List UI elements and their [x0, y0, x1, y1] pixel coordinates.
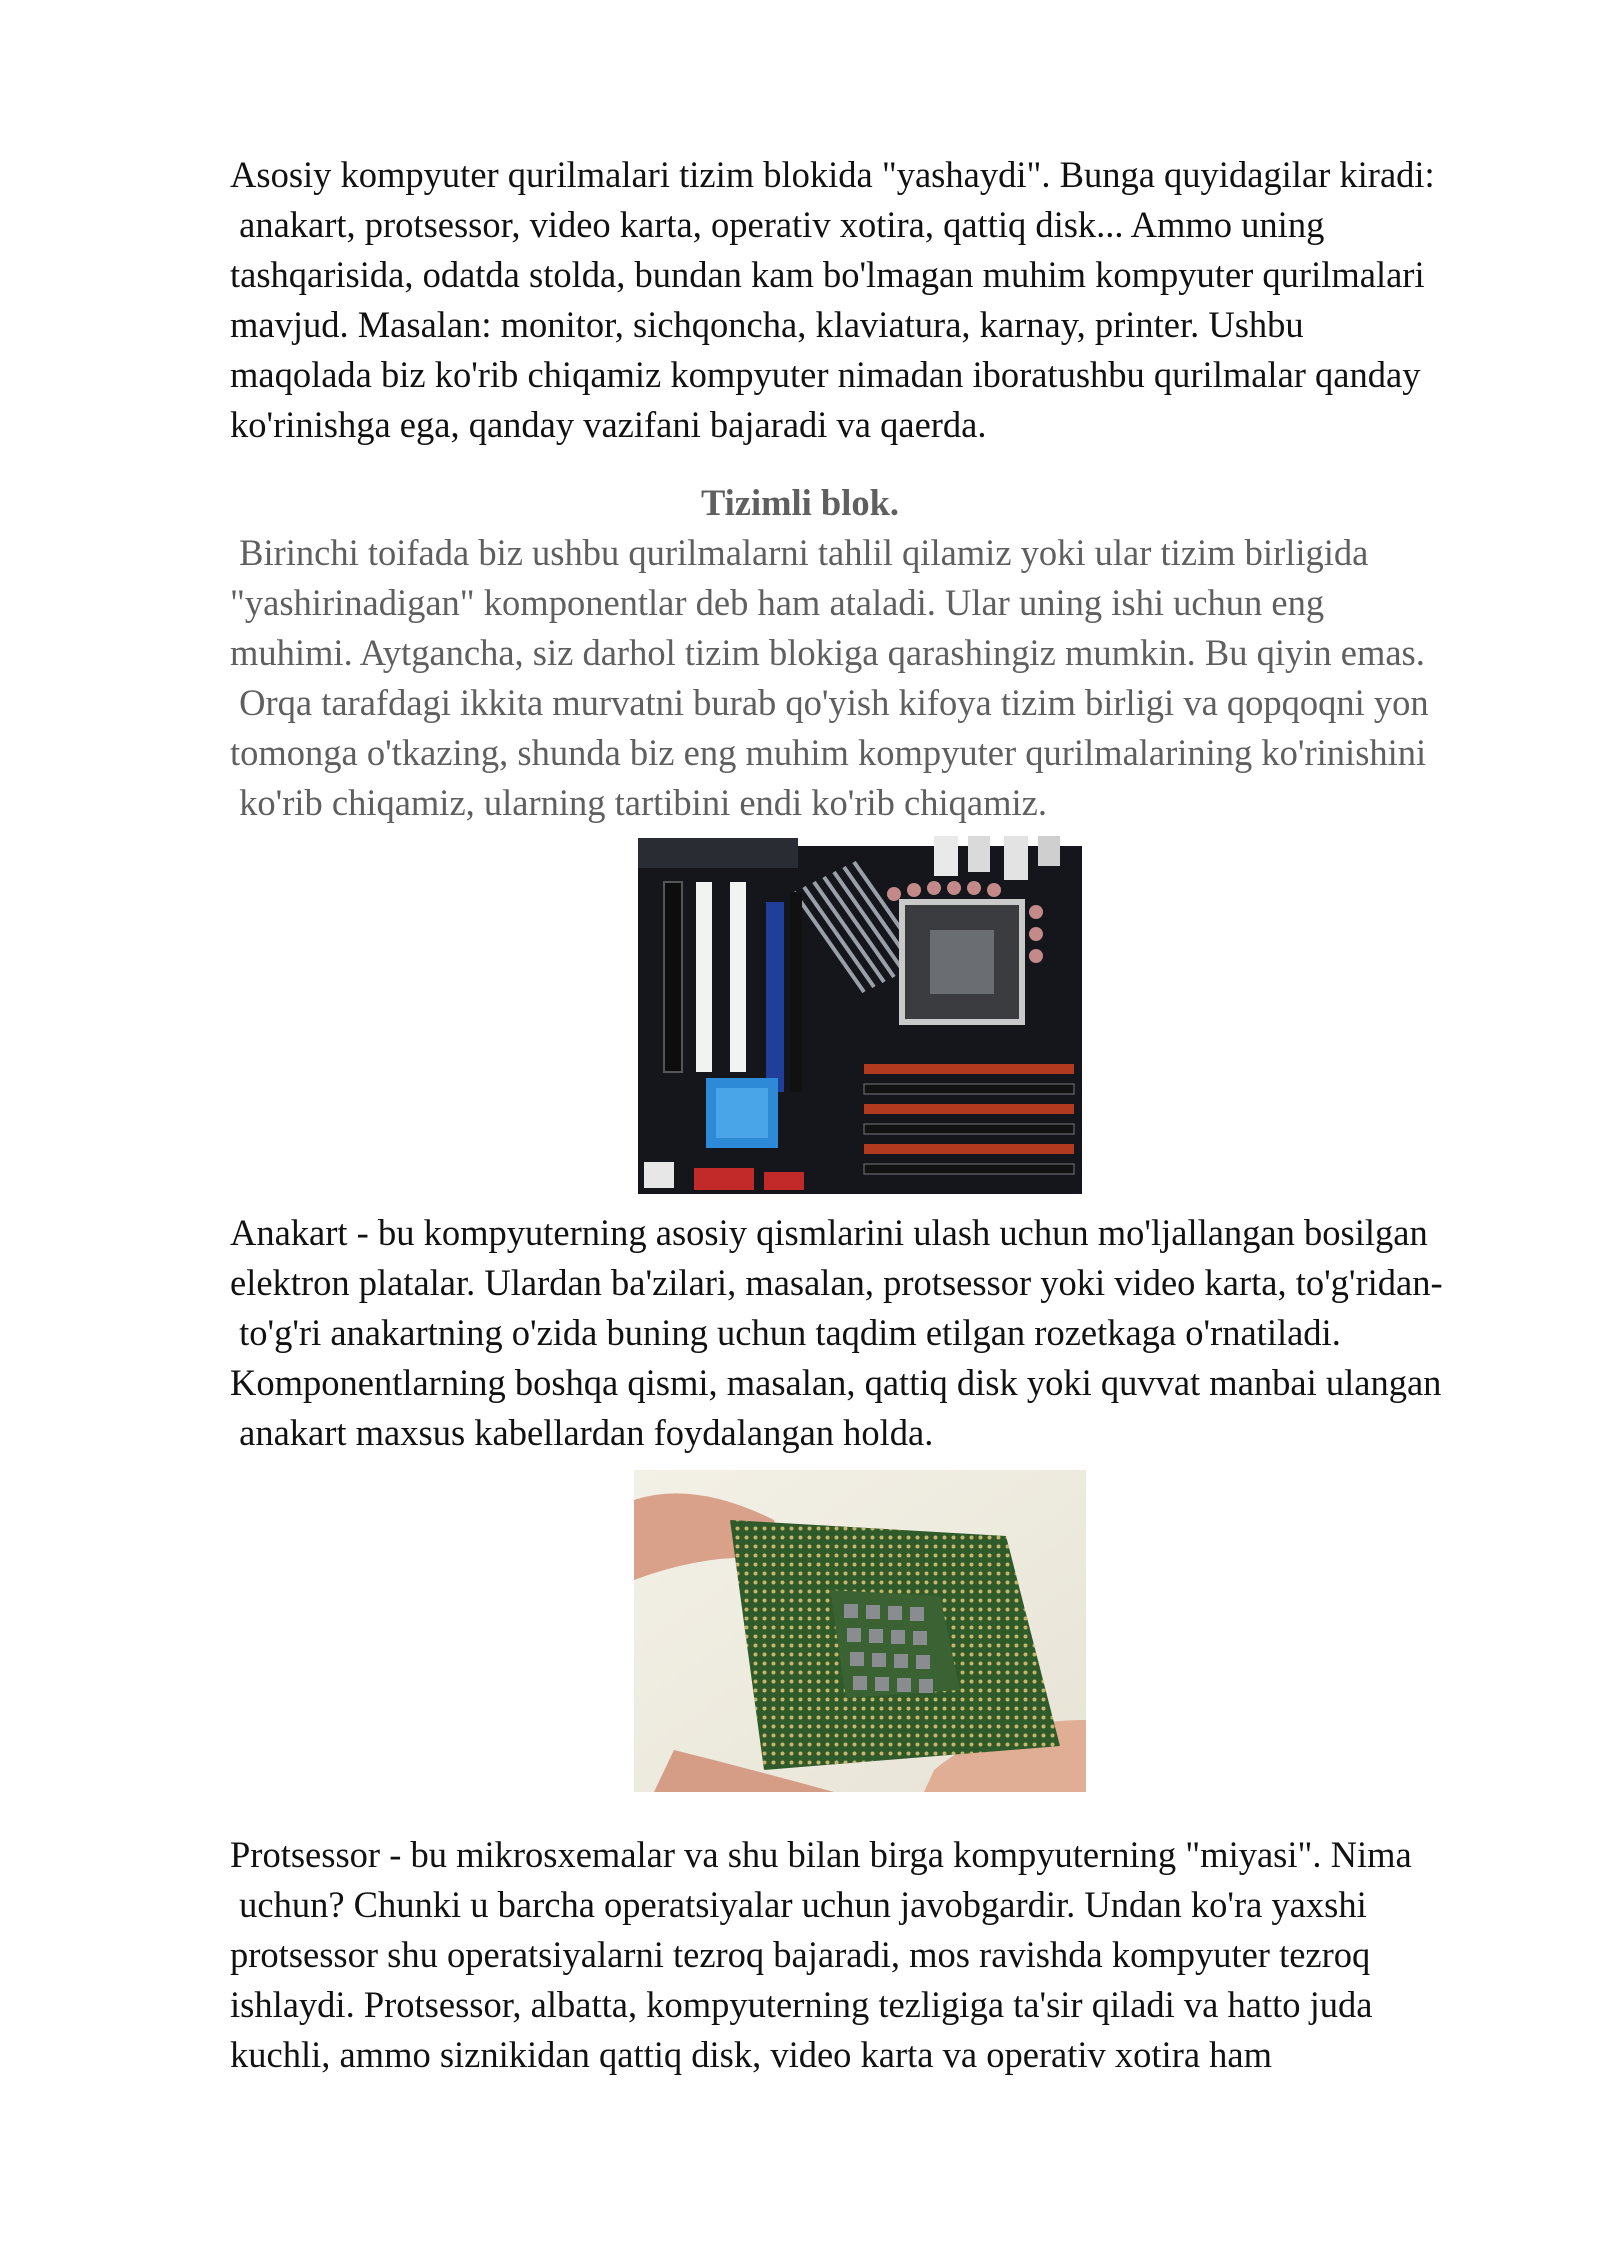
paragraph-line: Asosiy kompyuter qurilmalari tizim blokida "yashaydi". Bunga quyidagilar kiradi:	[230, 154, 1435, 195]
cpu-image	[634, 1470, 1086, 1792]
paragraph-line: anakart, protsessor, video karta, operativ xotira, qattiq disk... Ammo uning	[230, 204, 1325, 245]
paragraph-line: "yashirinadigan" komponentlar deb ham ataladi. Ular uning ishi uchun eng	[230, 582, 1325, 623]
paragraph-line: uchun? Chunki u barcha operatsiyalar uchun javobgardir. Undan ko'ra yaxshi	[230, 1884, 1367, 1925]
paragraph-line: to'g'ri anakartning o'zida buning uchun taqdim etilgan rozetkaga o'rnatiladi.	[230, 1312, 1341, 1353]
paragraph-line: Protsessor - bu mikrosxemalar va shu bilan birga kompyuterning "miyasi". Nima	[230, 1834, 1412, 1875]
paragraph-line: kuchli, ammo siznikidan qattiq disk, video karta va operativ xotira ham	[230, 2034, 1273, 2075]
motherboard-image	[634, 832, 1086, 1198]
paragraph-line: tashqarisida, odatda stolda, bundan kam bo'lmagan muhim kompyuter qurilmalari	[230, 254, 1425, 295]
paragraph-line: maqolada biz ko'rib chiqamiz kompyuter nimadan iboratushbu qurilmalar qanday	[230, 354, 1421, 395]
paragraph-line: elektron platalar. Ulardan ba'zilari, masalan, protsessor yoki video karta, to'g'ridan-	[230, 1262, 1443, 1303]
paragraph-line: ishlaydi. Protsessor, albatta, kompyuterning tezligiga ta'sir qiladi va hatto juda	[230, 1984, 1373, 2025]
paragraph-line: Birinchi toifada biz ushbu qurilmalarni tahlil qilamiz yoki ular tizim birligida	[230, 532, 1369, 573]
paragraph-line: ko'rib chiqamiz, ularning tartibini endi ko'rib chiqamiz.	[230, 782, 1047, 823]
paragraph-line: muhimi. Aytgancha, siz darhol tizim blokiga qarashingiz mumkin. Bu qiyin emas.	[230, 632, 1425, 673]
paragraph-line: mavjud. Masalan: monitor, sichqoncha, klaviatura, karnay, printer. Ushbu	[230, 304, 1304, 345]
paragraph-line: Komponentlarning boshqa qismi, masalan, qattiq disk yoki quvvat manbai ulangan	[230, 1362, 1442, 1403]
paragraph-line: tomonga o'tkazing, shunda biz eng muhim kompyuter qurilmalarining ko'rinishini	[230, 732, 1427, 773]
paragraph-line: Orqa tarafdagi ikkita murvatni burab qo'yish kifoya tizim birligi va qopqoqni yon	[230, 682, 1429, 723]
paragraph-line: anakart maxsus kabellardan foydalangan holda.	[230, 1412, 934, 1453]
paragraph-line: ko'rinishga ega, qanday vazifani bajaradi va qaerda.	[230, 404, 987, 445]
paragraph-line: protsessor shu operatsiyalarni tezroq bajaradi, mos ravishda kompyuter tezroq	[230, 1934, 1371, 1975]
section-heading: Tizimli blok.	[700, 482, 900, 523]
paragraph-line: Anakart - bu kompyuterning asosiy qismlarini ulash uchun mo'ljallangan bosilgan	[230, 1212, 1428, 1253]
